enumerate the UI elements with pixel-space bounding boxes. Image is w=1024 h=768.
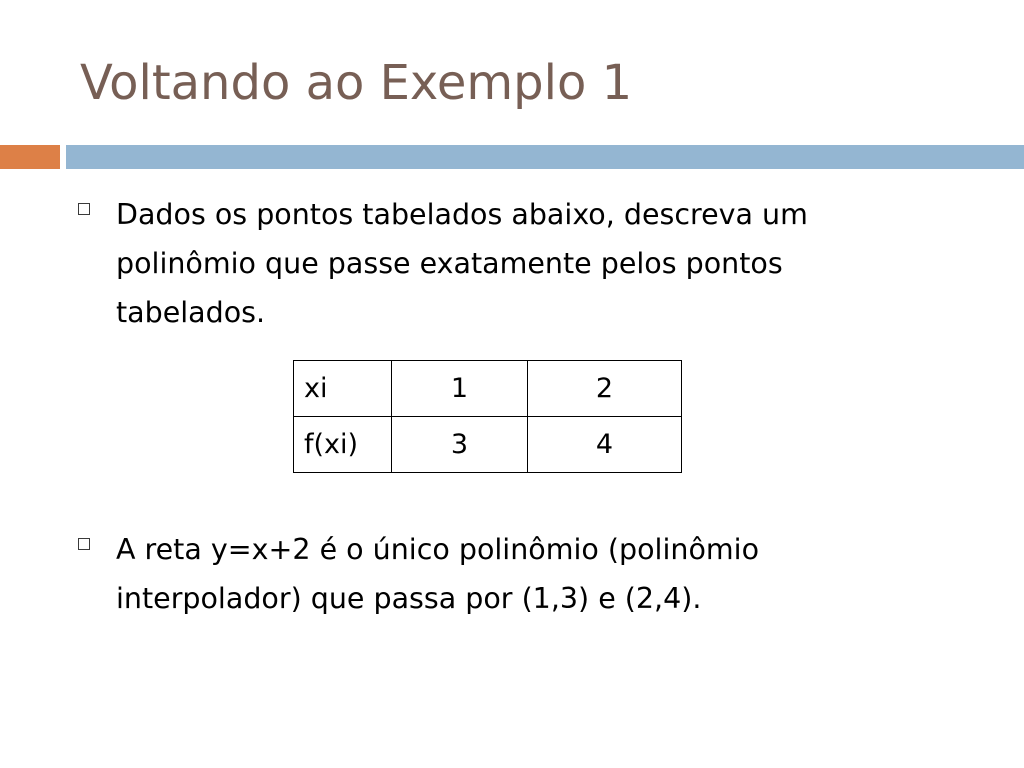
bullet-text-1: Dados os pontos tabelados abaixo, descreva um polinômio que passe exatamente pelos pontos tabelados. — [116, 198, 808, 329]
bullet-text-2: A reta y=x+2 é o único polinômio (polinômio interpolador) que passa por (1,3) e (2,4). — [116, 533, 760, 615]
table-cell: 2 — [528, 361, 682, 417]
table-cell: 3 — [392, 417, 528, 473]
title-accent-bar-blue — [66, 145, 1024, 169]
hollow-square-icon — [78, 203, 90, 215]
table-cell: 1 — [392, 361, 528, 417]
hollow-square-icon — [78, 538, 90, 550]
table-cell: 4 — [528, 417, 682, 473]
title-accent-bar-orange — [0, 145, 60, 169]
table-row — [294, 417, 682, 473]
table-row — [294, 361, 682, 417]
slide-title: Voltando ao Exemplo 1 — [80, 55, 633, 111]
table-cell: f(xi) — [294, 417, 392, 473]
points-table — [293, 360, 682, 473]
table-cell: xi — [294, 361, 392, 417]
